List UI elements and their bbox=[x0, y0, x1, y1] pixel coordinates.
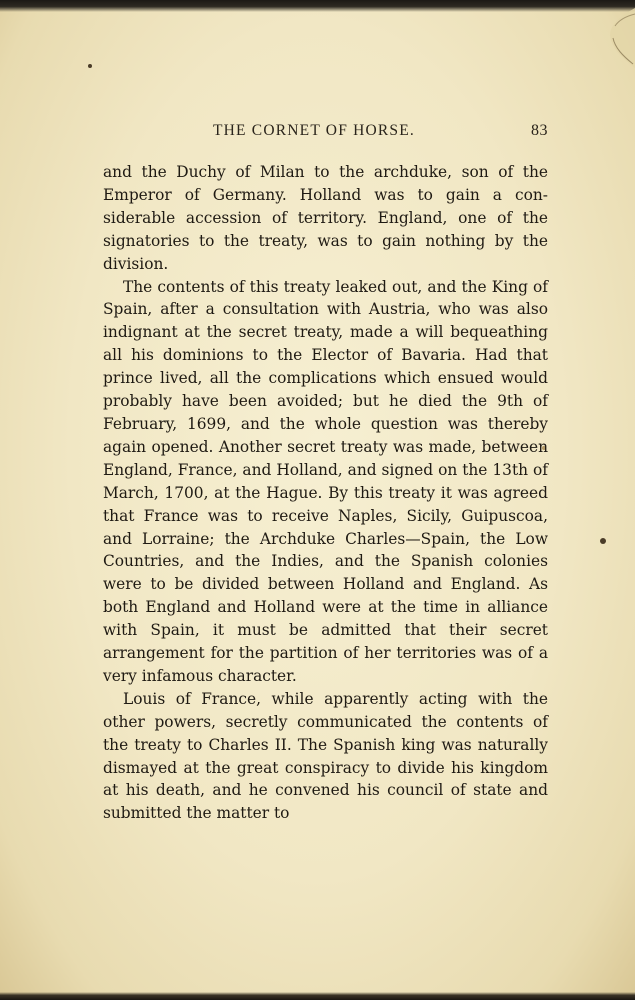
running-head-title: THE CORNET OF HORSE. bbox=[213, 122, 415, 139]
page-number: 83 bbox=[531, 122, 548, 139]
paper-speck bbox=[600, 538, 606, 544]
paragraph: The contents of this treaty leaked out, and the King of Spain, after a consultation with Austria, who was also indignant at the secret treaty, made a will bequeathing all his dominions to the Elector of Bavaria. Had that prince lived, all the complications which ensued would probably have been avoided; but he died the 9th of February, 1699, and the whole question was thereby again opened. Another secret treaty was made, between England, France, and Holland, and signed on the 13th of March, 1700, at the Hague. By this treaty it was agreed that France was to receive Naples, Sicily, Guipuscoa, and Lorraine; the Archduke Charles—Spain, the Low Countries, and the Indies, and the Spanish colonies were to be divided between Holland and England. As both England and Holland were at the time in alliance with Spain, it must be admitted that their secret arrangement for the partition of her territories was of a very infamous character. bbox=[103, 277, 548, 685]
paper-speck bbox=[88, 64, 92, 68]
page-bottom-edge bbox=[0, 992, 635, 1000]
paragraph: Louis of France, while apparently acting with the other powers, secretly communicated the contents of the treaty to Charles II. The Spanish king was naturally dismayed at the great conspiracy to divide his kingdom at his death, and he convened his council of state and submitted the matter to bbox=[103, 689, 548, 823]
body-text bbox=[103, 161, 548, 825]
running-head bbox=[103, 122, 548, 144]
paragraph: and the Duchy of Milan to the archduke, son of the Emperor of Germany. Holland was to gain a considerable accession of territory. England, one of the signatories to the treaty, was to gain nothing by the division. bbox=[103, 163, 548, 273]
corner-curl-icon bbox=[585, 8, 635, 68]
page-top-edge bbox=[0, 0, 635, 12]
